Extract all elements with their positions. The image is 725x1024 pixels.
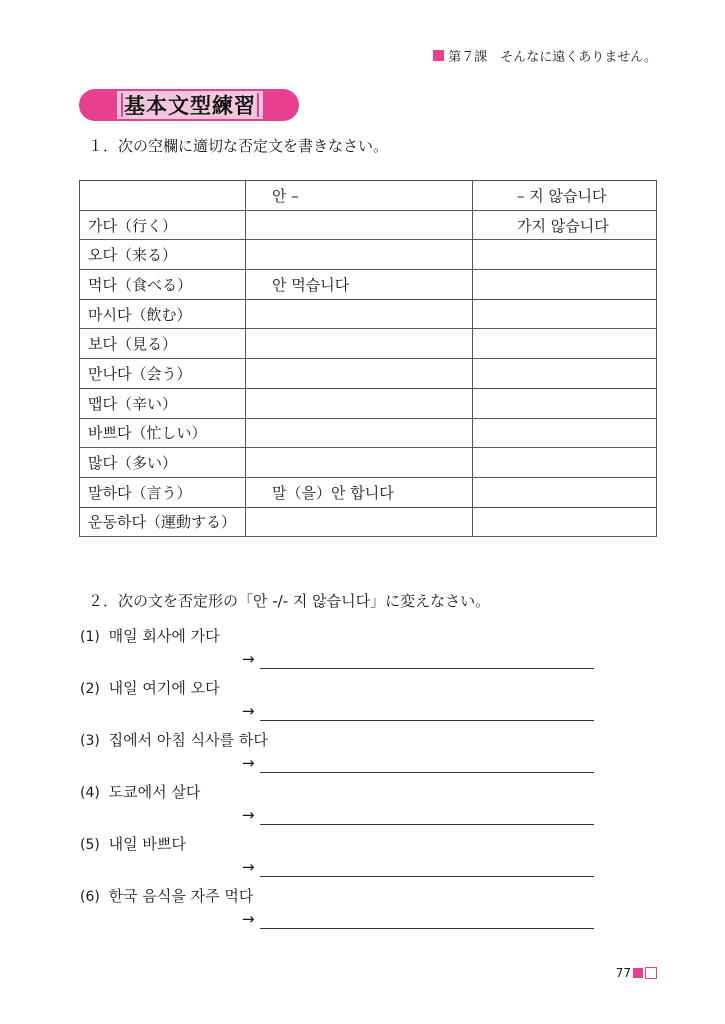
- table-row: [80, 507, 657, 537]
- item-sentence: 집에서 아침 식사를 하다: [108, 731, 268, 749]
- an-form-cell[interactable]: [246, 359, 473, 389]
- an-form-cell[interactable]: [246, 329, 473, 359]
- an-form-cell[interactable]: 말（을）안 합니다: [246, 477, 473, 507]
- item-sentence: 매일 회사에 가다: [108, 627, 220, 645]
- an-form-cell[interactable]: [246, 299, 473, 329]
- page-footer: [616, 966, 657, 980]
- verb-cell: 말하다（言う）: [80, 477, 246, 507]
- table-row: [80, 270, 657, 300]
- an-form-cell[interactable]: [246, 507, 473, 537]
- lesson-title: 第７課 そんなに遠くありません。: [448, 50, 657, 65]
- an-form-cell[interactable]: [246, 418, 473, 448]
- arrow-icon: →: [242, 806, 255, 824]
- an-form-cell[interactable]: 안 먹습니다: [246, 270, 473, 300]
- ji-form-cell[interactable]: 가지 않습니다: [473, 210, 657, 240]
- header-cell-empty: [80, 181, 246, 211]
- item-number: (5): [80, 837, 100, 853]
- pink-square-icon: [433, 50, 444, 61]
- an-form-cell[interactable]: [246, 240, 473, 270]
- ji-form-cell[interactable]: [473, 507, 657, 537]
- table-row: [80, 210, 657, 240]
- section-banner: [79, 89, 299, 121]
- banner-label-box: [116, 90, 264, 120]
- ji-form-cell[interactable]: [473, 270, 657, 300]
- arrow-icon: →: [242, 702, 255, 720]
- verb-cell: 맵다（辛い）: [80, 388, 246, 418]
- header-cell-an: 안 –: [246, 181, 473, 211]
- verb-cell: 마시다（飲む）: [80, 299, 246, 329]
- table-header-row: [80, 181, 657, 211]
- table-row: [80, 418, 657, 448]
- lesson-header: [433, 46, 657, 65]
- page-number: 77: [615, 966, 631, 980]
- answer-underline[interactable]: [260, 876, 594, 877]
- item-sentence: 내일 여기에 오다: [108, 679, 220, 697]
- table-row: [80, 477, 657, 507]
- table-row: [80, 299, 657, 329]
- ji-form-cell[interactable]: [473, 418, 657, 448]
- ji-form-cell[interactable]: [473, 359, 657, 389]
- exercise2-item-2: [80, 677, 220, 698]
- verb-cell: 가다（行く）: [80, 210, 246, 240]
- item-number: (2): [80, 681, 100, 697]
- ji-form-cell[interactable]: [473, 477, 657, 507]
- pink-square-icon: [633, 968, 643, 978]
- answer-underline[interactable]: [260, 772, 594, 773]
- exercise2-item-4: [80, 781, 200, 802]
- item-number: (3): [80, 733, 100, 749]
- table-row: [80, 240, 657, 270]
- verb-cell: 많다（多い）: [80, 448, 246, 478]
- verb-cell: 오다（来る）: [80, 240, 246, 270]
- exercise2-item-5: [80, 833, 186, 854]
- arrow-icon: →: [242, 650, 255, 668]
- verb-cell: 보다（見る）: [80, 329, 246, 359]
- an-form-cell[interactable]: [246, 388, 473, 418]
- item-number: (6): [80, 889, 100, 905]
- arrow-icon: →: [242, 754, 255, 772]
- table-row: [80, 359, 657, 389]
- section-title: 基本文型練習: [124, 94, 256, 118]
- verb-cell: 먹다（食べる）: [80, 270, 246, 300]
- exercise2-item-3: [80, 729, 268, 750]
- answer-underline[interactable]: [260, 668, 594, 669]
- exercise2-item-6: [80, 885, 253, 906]
- exercise1-instruction: １．次の空欄に適切な否定文を書きなさい。: [88, 137, 389, 155]
- negation-table: [79, 180, 657, 537]
- verb-cell: 운동하다（運動する）: [80, 507, 246, 537]
- table-row: [80, 388, 657, 418]
- verb-cell: 바쁘다（忙しい）: [80, 418, 246, 448]
- verb-cell: 만나다（会う）: [80, 359, 246, 389]
- exercise2-item-1: [80, 625, 220, 646]
- arrow-icon: →: [242, 910, 255, 928]
- answer-underline[interactable]: [260, 720, 594, 721]
- table-row: [80, 329, 657, 359]
- an-form-cell[interactable]: [246, 448, 473, 478]
- item-number: (1): [80, 629, 100, 645]
- ji-form-cell[interactable]: [473, 240, 657, 270]
- header-cell-ji-anseumnida: – 지 않습니다: [473, 181, 657, 211]
- arrow-icon: →: [242, 858, 255, 876]
- ji-form-cell[interactable]: [473, 388, 657, 418]
- an-form-cell[interactable]: [246, 210, 473, 240]
- ji-form-cell[interactable]: [473, 448, 657, 478]
- item-number: (4): [80, 785, 100, 801]
- item-sentence: 도쿄에서 살다: [108, 783, 201, 801]
- answer-underline[interactable]: [260, 928, 594, 929]
- item-sentence: 내일 바쁘다: [108, 835, 186, 853]
- ji-form-cell[interactable]: [473, 329, 657, 359]
- exercise2-instruction: ２．次の文を否定形の「안 -/- 지 않습니다」に変えなさい。: [88, 592, 491, 610]
- table-row: [80, 448, 657, 478]
- ji-form-cell[interactable]: [473, 299, 657, 329]
- outline-square-icon: [645, 967, 657, 979]
- item-sentence: 한국 음식을 자주 먹다: [108, 887, 254, 905]
- answer-underline[interactable]: [260, 824, 594, 825]
